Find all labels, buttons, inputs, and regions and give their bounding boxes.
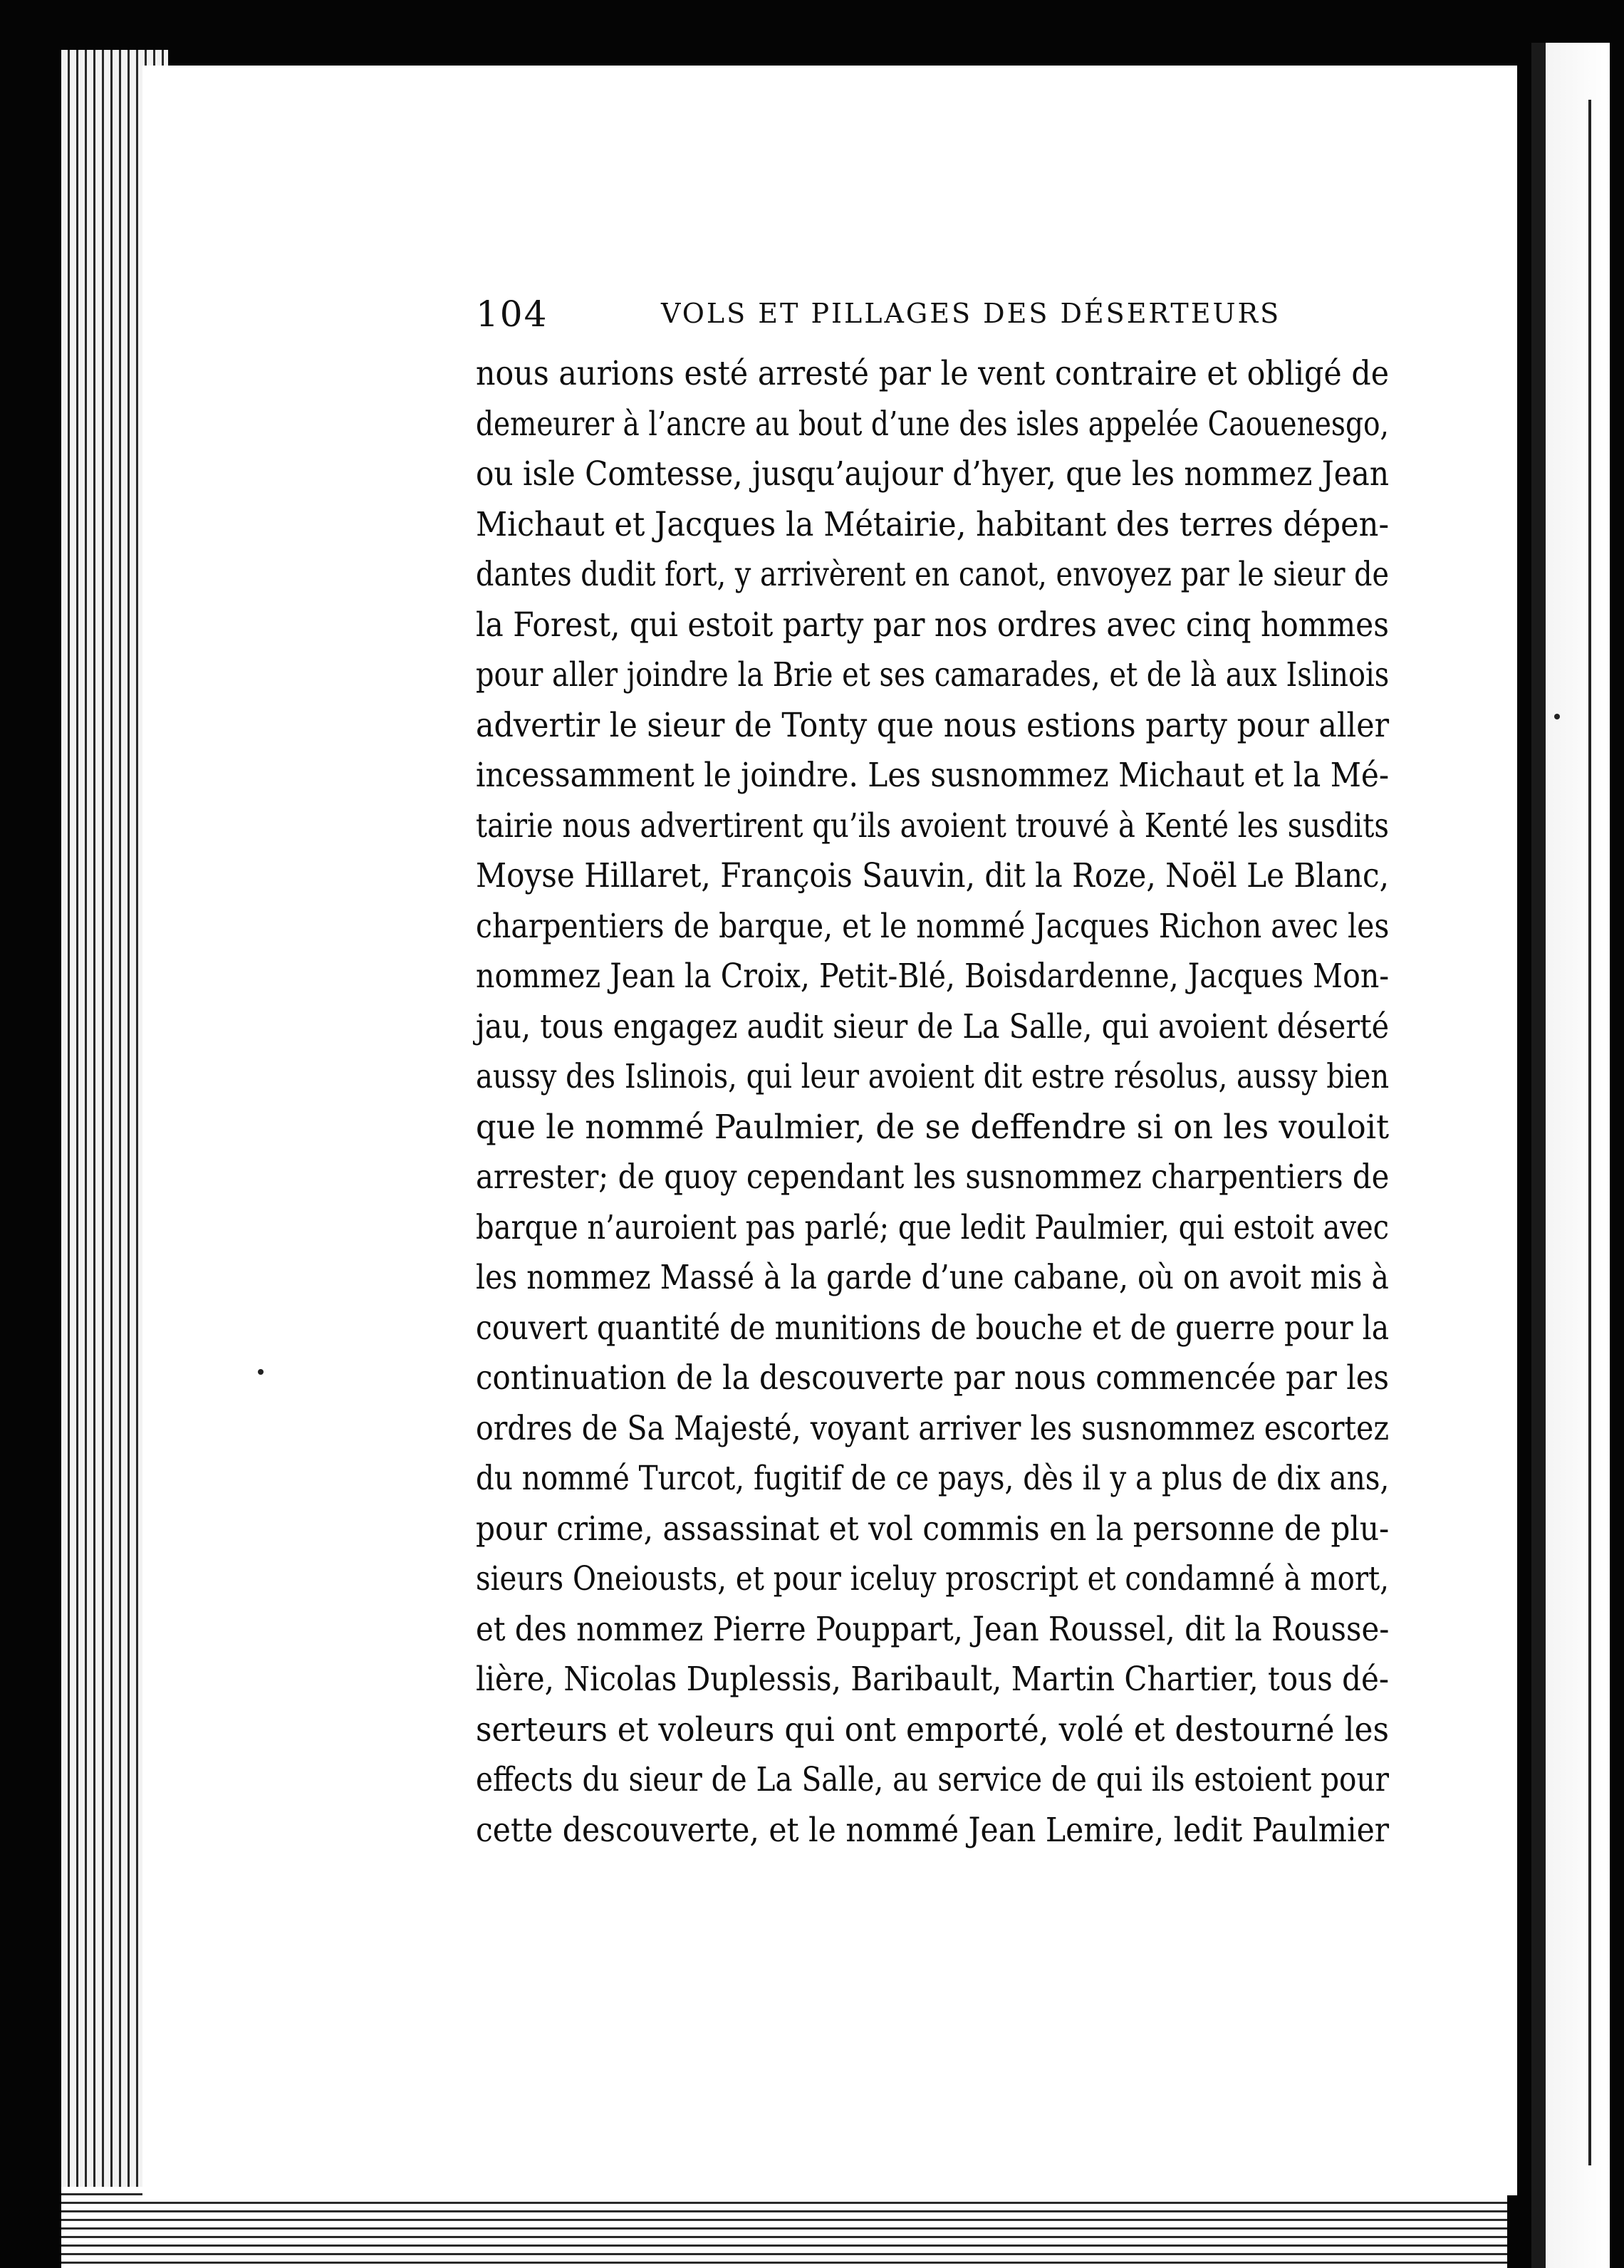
running-title: VOLS ET PILLAGES DES DÉSERTEURS [661, 298, 1281, 329]
text-line: pour crime, assassinat et vol commis en la personne de plu- [476, 1509, 1390, 1549]
text-line: Michaut et Jacques la Métairie, habitant des terres dépen- [476, 504, 1390, 544]
text-line: charpentiers de barque, et le nommé Jacques Richon avec les [476, 906, 1390, 946]
text-line: ordres de Sa Majesté, voyant arriver les susnommez escortez [476, 1408, 1390, 1448]
text-line: barque n’auroient pas parlé; que ledit Paulmier, qui estoit avec [476, 1207, 1390, 1247]
text-line: aussy des Islinois, qui leur avoient dit estre résolus, aussy bien [476, 1057, 1390, 1096]
text-line: du nommé Turcot, fugitif de ce pays, dès il y a plus de dix ans, [476, 1459, 1390, 1498]
bottom-page-edges [61, 2187, 1507, 2268]
text-line: sieurs Oneiousts, et pour iceluy proscript et condamné à mort, [476, 1559, 1390, 1598]
text-line: arrester; de quoy cependant les susnommez charpentiers de [476, 1158, 1390, 1197]
text-line: ou isle Comtesse, jusqu’aujour d’hyer, que les nommez Jean [476, 454, 1390, 494]
text-line: Moyse Hillaret, François Sauvin, dit la Roze, Noël Le Blanc, [476, 856, 1390, 895]
text-line: couvert quantité de munitions de bouche et de guerre pour la [476, 1308, 1390, 1348]
body-text [476, 349, 1389, 1856]
text-line: jau, tous engagez audit sieur de La Salle, qui avoient déserté [476, 1006, 1390, 1046]
text-line: continuation de la descouverte par nous commencée par les [476, 1358, 1390, 1398]
text-line: nommez Jean la Croix, Petit-Blé, Boisdardenne, Jacques Mon- [476, 957, 1390, 996]
running-head [476, 293, 1388, 336]
text-line: demeurer à l’ancre au bout d’une des isles appelée Caouenesgo, [476, 404, 1389, 444]
text-line: que le nommé Paulmier, de se deffendre si on les vouloit [476, 1107, 1390, 1147]
text-line: tairie nous advertirent qu’ils avoient trouvé à Kenté les susdits [476, 806, 1389, 846]
scan-speck [1554, 714, 1560, 719]
text-line: la Forest, qui estoit party par nos ordres avec cinq hommes [476, 605, 1389, 645]
scan-speck [258, 1369, 264, 1375]
page-number: 104 [476, 293, 548, 335]
text-line: et des nommez Pierre Pouppart, Jean Roussel, dit la Rousse- [476, 1609, 1390, 1649]
text-line: advertir le sieur de Tonty que nous estions party pour aller [476, 705, 1390, 745]
text-line: serteurs et voleurs qui ont emporté, volé et destourné les [476, 1710, 1389, 1749]
text-line: nous aurions esté arresté par le vent contraire et obligé de [476, 354, 1390, 393]
text-line: les nommez Massé à la garde d’une cabane, où on avoit mis à [476, 1258, 1389, 1297]
text-line: incessamment le joindre. Les susnommez Michaut et la Mé- [476, 756, 1390, 795]
text-line: pour aller joindre la Brie et ses camarades, et de là aux Islinois [476, 655, 1390, 695]
right-page-edge [1531, 43, 1610, 2268]
right-edge-shadow [1588, 100, 1591, 2165]
text-line: effects du sieur de La Salle, au service de qui ils estoient pour [476, 1760, 1389, 1799]
text-line: lière, Nicolas Duplessis, Baribault, Martin Chartier, tous dé- [476, 1660, 1390, 1699]
text-line: cette descouverte, et le nommé Jean Lemire, ledit Paulmier [476, 1810, 1390, 1850]
text-line: dantes dudit fort, y arrivèrent en canot, envoyez par le sieur de [476, 555, 1390, 594]
